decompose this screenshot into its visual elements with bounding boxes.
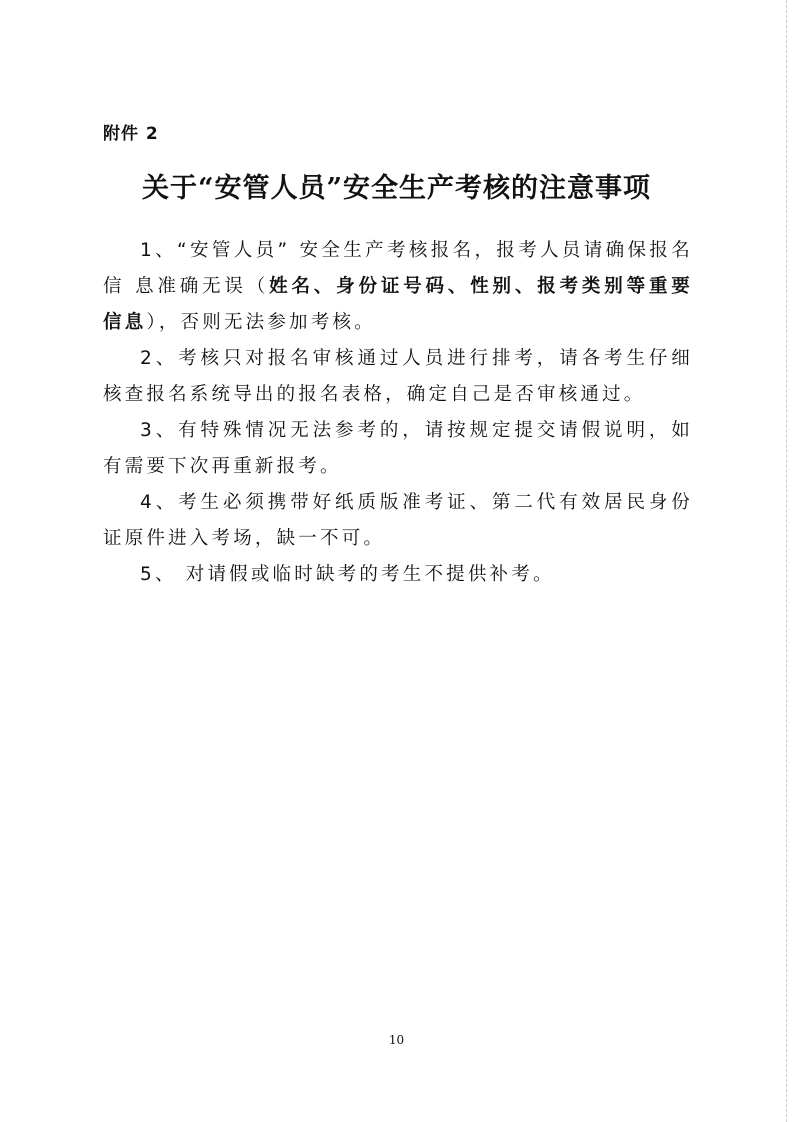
notice-item-2: 2、考核只对报名审核通过人员进行排考，请各考生仔细核查报名系统导出的报名表格，确定自己是否审核通过。 xyxy=(103,348,693,405)
notice-item-5: 5、 对请假或临时缺考的考生不提供补考。 xyxy=(140,564,555,585)
attachment-label: 附件 2 xyxy=(103,124,159,144)
document-body xyxy=(103,233,693,593)
notice-item-1 xyxy=(103,233,693,341)
notice-item-4: 4、考生必须携带好纸质版准考证、第二代有效居民身份证原件进入考场，缺一不可。 xyxy=(103,492,693,549)
page-number: 10 xyxy=(388,1033,405,1047)
notice-item-1-text-end: ），否则无法参加考核。 xyxy=(146,312,376,333)
notice-item-1-text: 1、“安管人员” 安全生产考核报名，报考人员请确保报名信 息准确无误（ xyxy=(103,240,693,297)
notice-item-1-emphasis: 姓名、身份证号码、性别、报考类别等重要信息 xyxy=(103,276,693,333)
document-title: 关于“安管人员”安全生产考核的注意事项 xyxy=(141,173,652,204)
notice-item-3: 3、有特殊情况无法参考的，请按规定提交请假说明，如有需要下次再重新报考。 xyxy=(103,420,693,477)
